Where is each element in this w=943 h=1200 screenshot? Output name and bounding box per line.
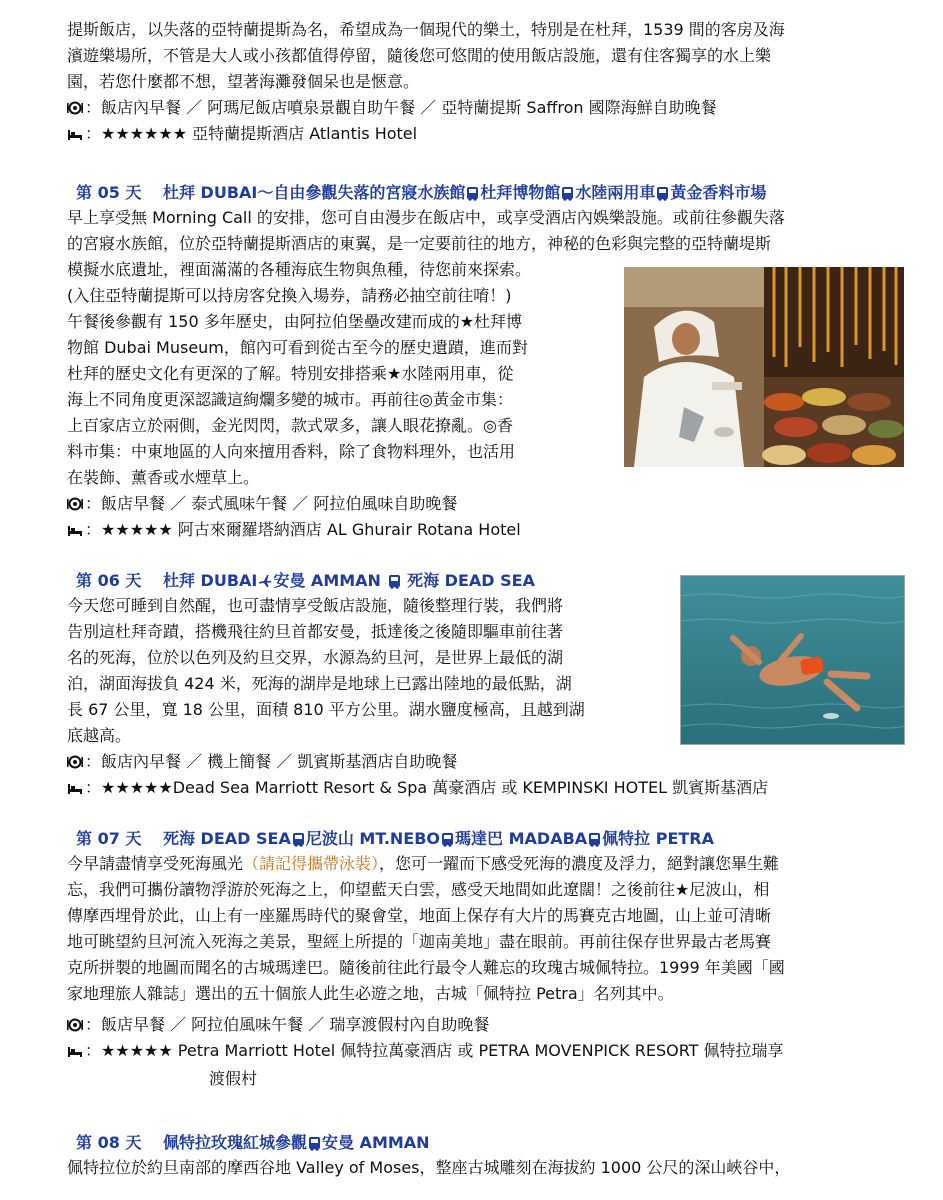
day06-meals xyxy=(67,749,457,775)
intro-hotel-text: ：★★★★★★ 亞特蘭提斯酒店 Atlantis Hotel xyxy=(85,124,418,143)
day05-line-1: 早上享受無 Morning Call 的安排，您可自由漫步在飯店中，或享受酒店內娛樂設施。或前往參觀失落 xyxy=(67,208,785,227)
day06-hotel-text: ：★★★★★Dead Sea Marriott Resort & Spa 萬豪酒店 或 KEMPINSKI HOTEL 凱賓斯基酒店 xyxy=(85,778,769,797)
bus-icon xyxy=(467,187,478,199)
day06-meals-text: ：飯店內早餐 ／ 機上簡餐 ／ 凱賓斯基酒店自助晚餐 xyxy=(85,752,458,771)
meal-icon xyxy=(67,101,83,115)
day06-line-3: 名的死海，位於以色列及約旦交界，水源為約旦河，是世界上最低的湖 xyxy=(67,648,564,667)
day07-line-1: 今早請盡情享受死海風光（請記得攜帶泳裝），您可一躍而下感受死海的濃度及浮力，絕對讓您畢生難 xyxy=(67,854,780,873)
day06-line-2: 告別這杜拜奇蹟，搭機飛往約旦首都安曼，抵達後之後隨即驅車前往著 xyxy=(67,622,564,641)
day07-line-4: 地可眺望約旦河流入死海之美景，聖經上所提的「迦南美地」盡在眼前。再前往保存世界最古老馬賽 xyxy=(67,932,772,951)
meal-icon xyxy=(67,1018,83,1032)
day05-heading: 第 05 天 杜拜 DUBAI～自由參觀失落的宮寢水族館 杜拜博物館 水陸兩用車 黃金香料市場 xyxy=(76,183,767,202)
day06-line-6: 底越高。 xyxy=(67,726,132,745)
day05-line-8: 海上不同角度更深認識這絢爛多變的城市。再前往◎黃金市集： xyxy=(67,390,513,409)
bus-icon xyxy=(293,833,304,845)
day05-hotel xyxy=(67,517,521,543)
day06-line-1: 今天您可睡到自然醒，也可盡情享受飯店設施，隨後整理行裝，我們將 xyxy=(67,596,564,615)
day05-line-5: 午餐後參觀有 150 多年歷史，由阿拉伯堡壘改建而成的★杜拜博 xyxy=(67,312,523,331)
bed-icon xyxy=(67,1044,83,1058)
day07-line-2: 忘，我們可攜份讀物浮游於死海之上，仰望藍天白雲，感受天地間如此遼闊！之後前往★尼波山，相 xyxy=(67,880,770,899)
bus-icon xyxy=(309,1137,320,1149)
day05-line-6: 物館 Dubai Museum，館內可看到從古至今的歷史遺蹟，進而對 xyxy=(67,338,528,357)
day05-line-10: 料市集：中東地區的人向來擅用香料，除了食物料理外，也活用 xyxy=(67,442,516,461)
day05-meals-text: ：飯店早餐 ／ 泰式風味午餐 ／ 阿拉伯風味自助晚餐 xyxy=(85,494,458,513)
day06-heading: 第 06 天 杜拜 DUBAI 安曼 AMMAN 死海 DEAD SEA xyxy=(76,571,535,590)
day05-line-9: 上百家店立於兩側，金光閃閃，款式眾多，讓人眼花撩亂。◎香 xyxy=(67,416,513,435)
airplane-icon xyxy=(258,574,272,588)
meal-icon xyxy=(67,755,83,769)
intro-meals xyxy=(67,95,717,121)
day06-line-5: 長 67 公里，寬 18 公里，面積 810 平方公里。湖水鹽度極高，且越到湖 xyxy=(67,700,585,719)
day05-line-7: 杜拜的歷史文化有更深的了解。特別安排搭乘★水陸兩用車，從 xyxy=(67,364,514,383)
bus-icon xyxy=(442,833,453,845)
intro-line-2: 濱遊樂場所，不管是大人或小孩都值得停留，隨後您可悠閒的使用飯店設施，還有住客獨享的水上樂 xyxy=(67,46,772,65)
day07-hotel xyxy=(67,1038,784,1064)
day07-line-5: 克所拼製的地圖而聞名的古城瑪達巴。隨後前往此行最令人難忘的玫瑰古城佩特拉。1999 年美國「國 xyxy=(67,958,785,977)
intro-meals-text: ：飯店內早餐 ／ 阿瑪尼飯店噴泉景觀自助午餐 ／ 亞特蘭提斯 Saffron 國際海鮮自助晚餐 xyxy=(85,98,717,117)
meal-icon xyxy=(67,497,83,511)
day07-hotel-continued: 渡假村 xyxy=(209,1069,258,1088)
day05-line-11: 在裝飾、薰香或水煙草上。 xyxy=(67,468,260,487)
bus-icon xyxy=(589,833,600,845)
swimsuit-reminder: （請記得攜帶泳裝） xyxy=(243,854,380,873)
bed-icon xyxy=(67,523,83,537)
day05-hotel-text: ：★★★★★ 阿古來爾羅塔納酒店 AL Ghurair Rotana Hotel xyxy=(85,520,521,539)
day05-line-2: 的宮寢水族館，位於亞特蘭提斯酒店的東翼，是一定要前往的地方，神秘的色彩與完整的亞特蘭堤斯 xyxy=(67,234,772,253)
bus-icon xyxy=(389,575,400,587)
dubai-market-photo xyxy=(624,267,904,467)
bus-icon xyxy=(657,187,668,199)
bus-icon xyxy=(562,187,573,199)
day06-line-4: 泊，湖面海拔負 424 米，死海的湖岸是地球上已露出陸地的最低點，湖 xyxy=(67,674,572,693)
dead-sea-photo xyxy=(680,575,905,745)
intro-line-3: 園，若您什麼都不想，望著海灘發個呆也是愜意。 xyxy=(67,72,420,91)
bed-icon xyxy=(67,127,83,141)
day05-meals xyxy=(67,491,457,517)
day07-hotel-text: ：★★★★★ Petra Marriott Hotel 佩特拉萬豪酒店 或 PETRA MOVENPICK RESORT 佩特拉瑞享 xyxy=(85,1041,784,1060)
day05-line-4: (入住亞特蘭提斯可以持房客兌換入場券，請務必抽空前往唷！) xyxy=(67,286,512,305)
day07-heading: 第 07 天 死海 DEAD SEA 尼波山 MT.NEBO 瑪達巴 MADABA 佩特拉 PETRA xyxy=(76,829,715,848)
day05-line-3: 模擬水底遺址，裡面滿滿的各種海底生物與魚種，待您前來探索。 xyxy=(67,260,532,279)
day07-meals xyxy=(67,1012,489,1038)
day08-line-1: 佩特拉位於約旦南部的摩西谷地 Valley of Moses，整座古城雕刻在海拔約 1000 公尺的深山峽谷中， xyxy=(67,1158,791,1177)
bed-icon xyxy=(67,781,83,795)
day08-heading: 第 08 天 佩特拉玫瑰紅城參觀 安曼 AMMAN xyxy=(76,1133,430,1152)
day06-hotel xyxy=(67,775,768,801)
day07-line-6: 家地理旅人雜誌」選出的五十個旅人此生必遊之地，古城「佩特拉 Petra」名列其中。 xyxy=(67,984,674,1003)
intro-line-1: 提斯飯店，以失落的亞特蘭提斯為名，希望成為一個現代的樂土，特別是在杜拜，1539 間的客房及海 xyxy=(67,20,785,39)
day07-line-3: 傳摩西埋骨於此，山上有一座羅馬時代的聚會堂，地面上保存有大片的馬賽克古地圖，山上並可清晰 xyxy=(67,906,772,925)
day07-meals-text: ：飯店早餐 ／ 阿拉伯風味午餐 ／ 瑞享渡假村內自助晚餐 xyxy=(85,1015,490,1034)
intro-hotel xyxy=(67,121,417,147)
